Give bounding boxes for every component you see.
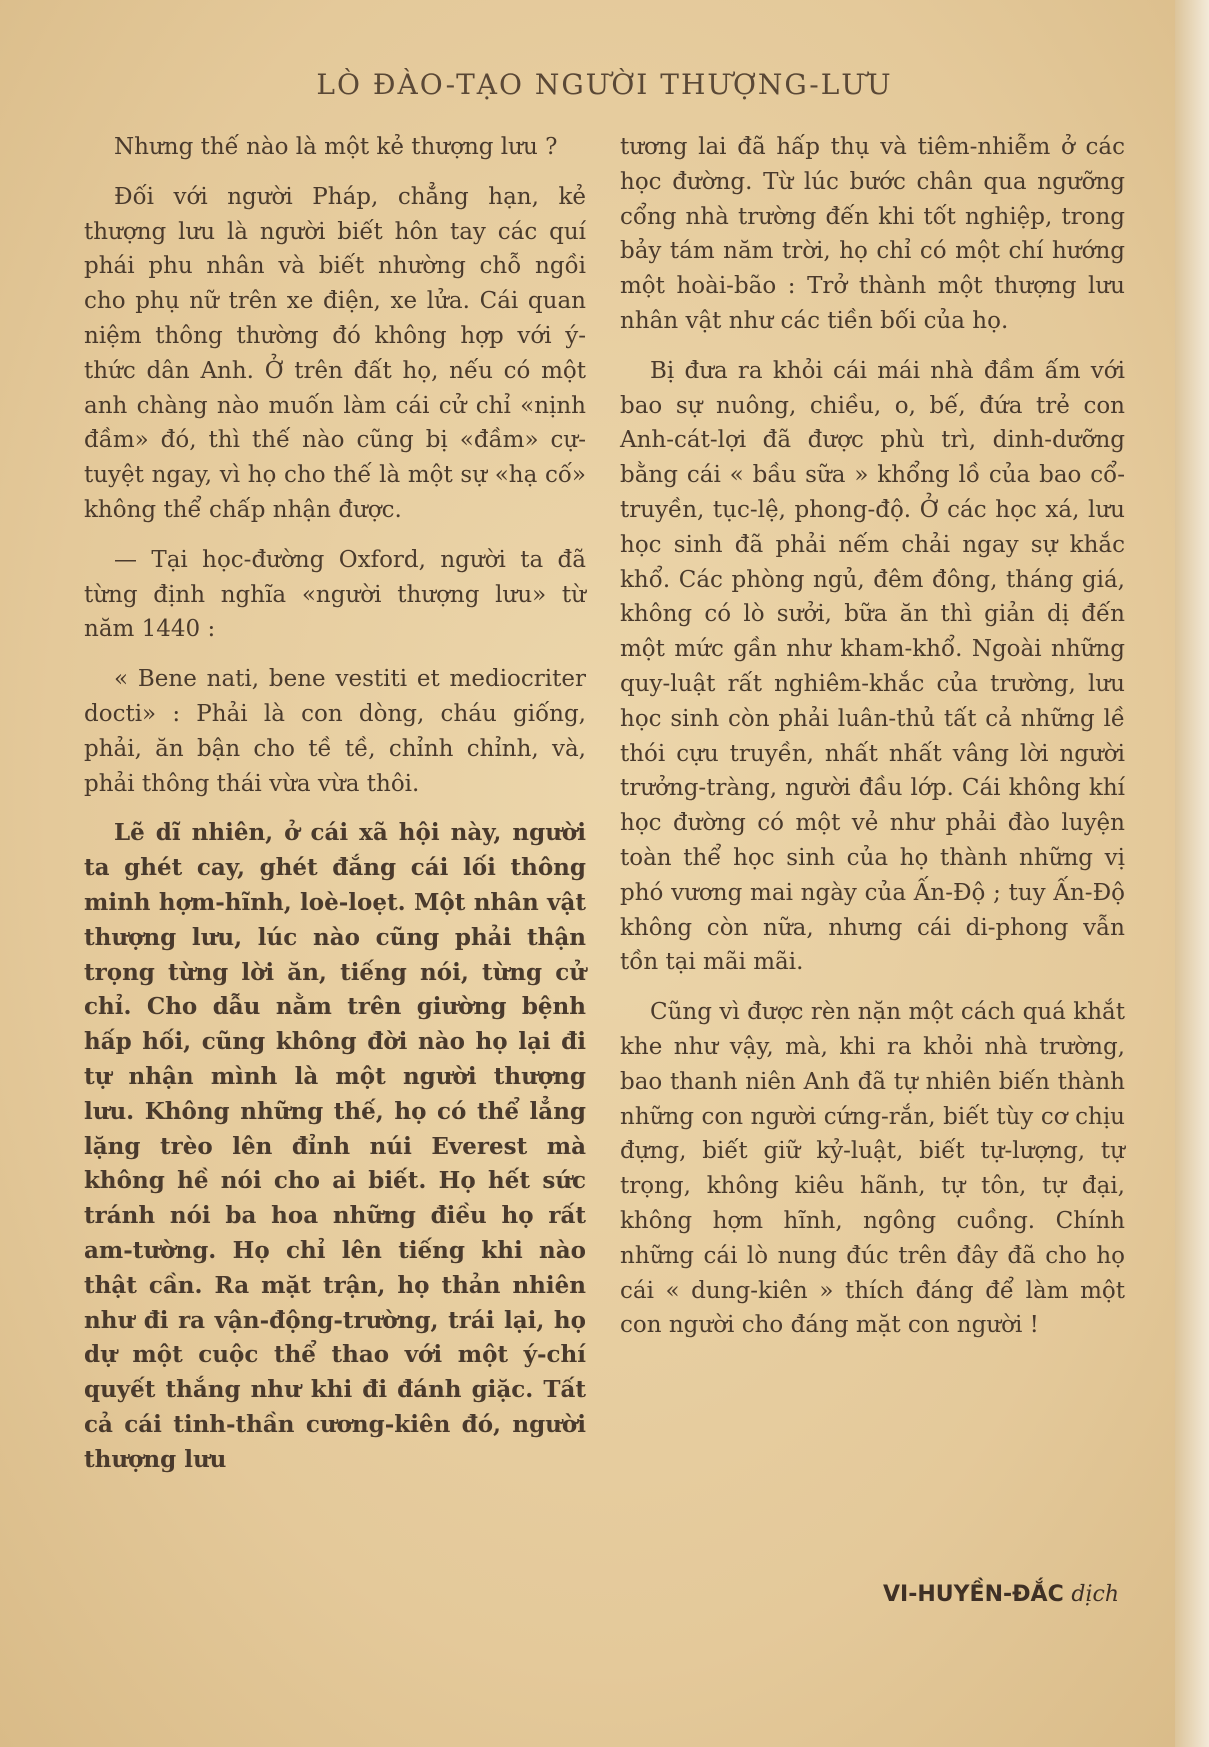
paragraph: Nhưng thế nào là một kẻ thượng lưu ? (114, 134, 558, 160)
translator-role: dịch (1071, 1582, 1119, 1607)
left-column (84, 130, 586, 1492)
right-column (620, 130, 1125, 1358)
paragraph: « Bene nati, bene vestiti et mediocriter docti» : Phải là con dòng, cháu giống, phải, ăn bận cho tề tề, chỉnh chỉnh, và, phải thông thái vừa vừa thôi. (84, 666, 586, 797)
page-edge (1175, 0, 1209, 1747)
paragraph: tương lai đã hấp thụ và tiêm-nhiễm ở các học đường. Từ lúc bước chân qua ngưỡng cổng nhà trường đến khi tốt nghiệp, trong bảy tám năm trời, họ chỉ có một chí hướng một hoài-bão : Trở thành một thượng lưu nhân vật như các tiền bối của họ. (620, 134, 1125, 334)
article-title: LÒ ĐÀO-TẠO NGƯỜI THƯỢNG-LƯU (316, 68, 893, 101)
paragraph: Lẽ dĩ nhiên, ở cái xã hội này, người ta ghét cay, ghét đắng cái lối thông minh hợm-hĩnh, loè-loẹt. Một nhân vật thượng lưu, lúc nào cũng phải thận trọng từng lời ăn, tiếng nói, từng cử chỉ. Cho dẫu nằm trên giường bệnh hấp hối, cũng không đời nào họ lại đi tự nhận mình là một người thượng lưu. Không những thế, họ có thể lẳng lặng trèo lên đỉnh núi Everest mà không hề nói cho ai biết. Họ hết sức tránh nói ba hoa những điều họ rất am-tường. Họ chỉ lên tiếng khi nào thật cần. Ra mặt trận, họ thản nhiên như đi ra vận-động-trường, trái lại, họ dự một cuộc thể thao với một ý-chí quyết thắng như khi đi đánh giặc. Tất cả cái tinh-thần cương-kiên đó, người thượng lưu (84, 819, 586, 1473)
paragraph: — Tại học-đường Oxford, người ta đã từng định nghĩa «người thượng lưu» từ năm 1440 : (84, 546, 586, 643)
translator-byline (883, 1582, 1119, 1607)
paragraph: Bị đưa ra khỏi cái mái nhà đầm ấm với bao sự nuông, chiều, o, bế, đứa trẻ con Anh-cát-lợi đã được phù trì, dinh-dưỡng bằng cái « bầu sữa » khổng lồ của bao cổ-truyền, tục-lệ, phong-độ. Ở các học xá, lưu học sinh đã phải nếm chải ngay sự khắc khổ. Các phòng ngủ, đêm đông, tháng giá, không có lò sưởi, bữa ăn thì giản dị đến một mức gần như kham-khổ. Ngoài những quy-luật rất nghiêm-khắc của trường, lưu học sinh còn phải luân-thủ tất cả những lề thói cựu truyền, nhất nhất vâng lời người trưởng-tràng, người đầu lớp. Cái không khí học đường có một vẻ như phải đào luyện toàn thể học sinh của họ thành những vị phó vương mai ngày của Ấn-Độ ; tuy Ấn-Độ không còn nữa, nhưng cái di-phong vẫn tồn tại mãi mãi. (620, 357, 1125, 976)
paragraph: Đối với người Pháp, chẳng hạn, kẻ thượng lưu là người biết hôn tay các quí phái phu nhân và biết nhường chỗ ngồi cho phụ nữ trên xe điện, xe lửa. Cái quan niệm thông thường đó không hợp với ý-thức dân Anh. Ở trên đất họ, nếu có một anh chàng nào muốn làm cái cử chỉ «nịnh đầm» đó, thì thế nào cũng bị «đầm» cự-tuyệt ngay, vì họ cho thế là một sự «hạ cố» không thể chấp nhận được. (84, 183, 586, 523)
paragraph: Cũng vì được rèn nặn một cách quá khắt khe như vậy, mà, khi ra khỏi nhà trường, bao thanh niên Anh đã tự nhiên biến thành những con người cứng-rắn, biết tùy cơ chịu đựng, biết giữ kỷ-luật, biết tự-lượng, tự trọng, không kiêu hãnh, tự tôn, tự đại, không hợm hĩnh, ngông cuồng. Chính những cái lò nung đúc trên đây đã cho họ cái « dung-kiên » thích đáng để làm một con người cho đáng mặt con người ! (620, 999, 1125, 1339)
translator-name: VI-HUYỀN-ĐẮC (882, 1582, 1064, 1607)
